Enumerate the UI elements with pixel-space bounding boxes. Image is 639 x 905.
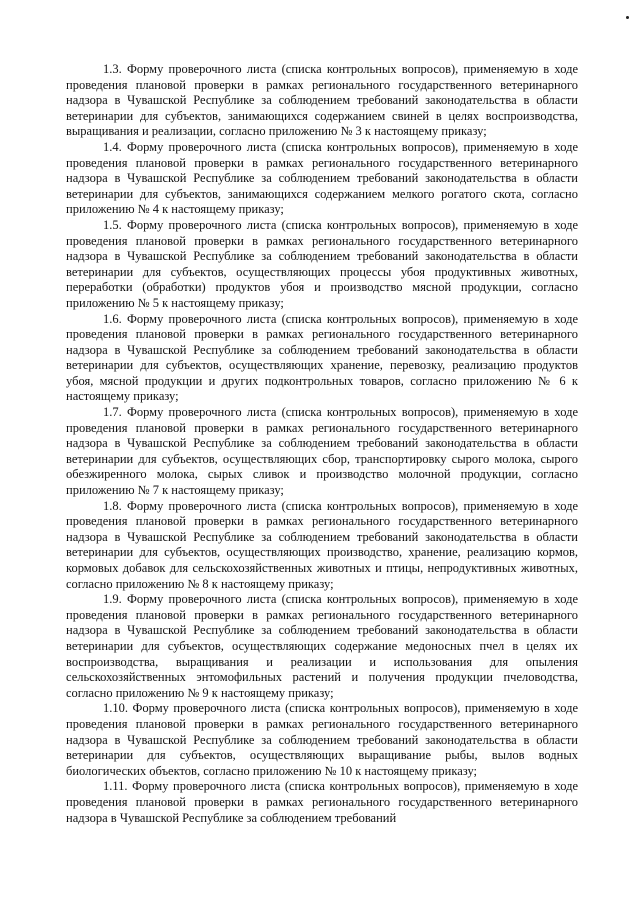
paragraph-1-6: 1.6. Форму проверочного листа (списка контрольных вопросов), применяемую в ходе проведения плановой проверки в рамках регионального государственного ветеринарного надзора в Чувашской Республике за соблюдением требований законодательства в области ветеринарии для субъектов, осуществляющих хранение, перевозку, реализацию продуктов убоя, мясной продукции и других подконтрольных товаров, согласно приложению № 6 к настоящему приказу; [66, 311, 578, 404]
paragraph-1-11: 1.11. Форму проверочного листа (списка контрольных вопросов), применяемую в ходе проведения плановой проверки в рамках регионального государственного ветеринарного надзора в Чувашской Республике за соблюдением требований [66, 779, 578, 825]
paragraph-1-8: 1.8. Форму проверочного листа (списка контрольных вопросов), применяемую в ходе проведения плановой проверки в рамках регионального государственного ветеринарного надзора в Чувашской Республике за соблюдением требований законодательства в области ветеринарии для субъектов, осуществляющих производство, хранение, реализацию кормов, кормовых добавок для сельскохозяйственных животных и птицы, непродуктивных животных, согласно приложению № 8 к настоящему приказу; [66, 498, 578, 591]
paragraph-1-9: 1.9. Форму проверочного листа (списка контрольных вопросов), применяемую в ходе проведения плановой проверки в рамках регионального государственного ветеринарного надзора в Чувашской Республике за соблюдением требований законодательства в области ветеринарии для субъектов, осуществляющих содержание медоносных пчел в целях их воспроизводства, выращивания и реализации и использования для опыления сельскохозяйственных энтомофильных растений и получения продукции пчеловодства, согласно приложению № 9 к настоящему приказу; [66, 592, 578, 700]
paragraph-1-3: 1.3. Форму проверочного листа (списка контрольных вопросов), применяемую в ходе проведения плановой проверки в рамках регионального государственного ветеринарного надзора в Чувашской Республике за соблюдением требований законодательства в области ветеринарии для субъектов, занимающихся содержанием свиней в целях воспроизводства, выращивания и реализации, согласно приложению № 3 к настоящему приказу; [66, 62, 578, 139]
paragraph-1-10: 1.10. Форму проверочного листа (списка контрольных вопросов), применяемую в ходе проведения плановой проверки в рамках регионального государственного ветеринарного надзора в Чувашской Республике за соблюдением требований законодательства в области ветеринарии для субъектов, осуществляющих выращивание рыбы, вылов водных биологических объектов, согласно приложению № 10 к настоящему приказу; [66, 701, 578, 778]
paragraph-1-5: 1.5. Форму проверочного листа (списка контрольных вопросов), применяемую в ходе проведения плановой проверки в рамках регионального государственного ветеринарного надзора в Чувашской Республике за соблюдением требований законодательства в области ветеринарии для субъектов, осуществляющих процессы убоя продуктивных животных, переработки (обработки) продуктов убоя и производство мясной продукции, согласно приложению № 5 к настоящему приказу; [66, 217, 578, 310]
paragraph-1-4: 1.4. Форму проверочного листа (списка контрольных вопросов), применяемую в ходе проведения плановой проверки в рамках регионального государственного ветеринарного надзора в Чувашской Республике за соблюдением требований законодательства в области ветеринарии для субъектов, занимающихся содержанием мелкого рогатого скота, согласно приложению № 4 к настоящему приказу; [66, 139, 578, 217]
scan-mark-dot [626, 16, 629, 19]
paragraph-1-7: 1.7. Форму проверочного листа (списка контрольных вопросов), применяемую в ходе проведения плановой проверки в рамках регионального государственного ветеринарного надзора в Чувашской Республике за соблюдением требований законодательства в области ветеринарии для субъектов, осуществляющих сбор, транспортировку сырого молока, сырого обезжиренного молока, сырых сливок и производство молочной продукции, согласно приложению № 7 к настоящему приказу; [66, 405, 578, 498]
document-body [66, 62, 578, 826]
